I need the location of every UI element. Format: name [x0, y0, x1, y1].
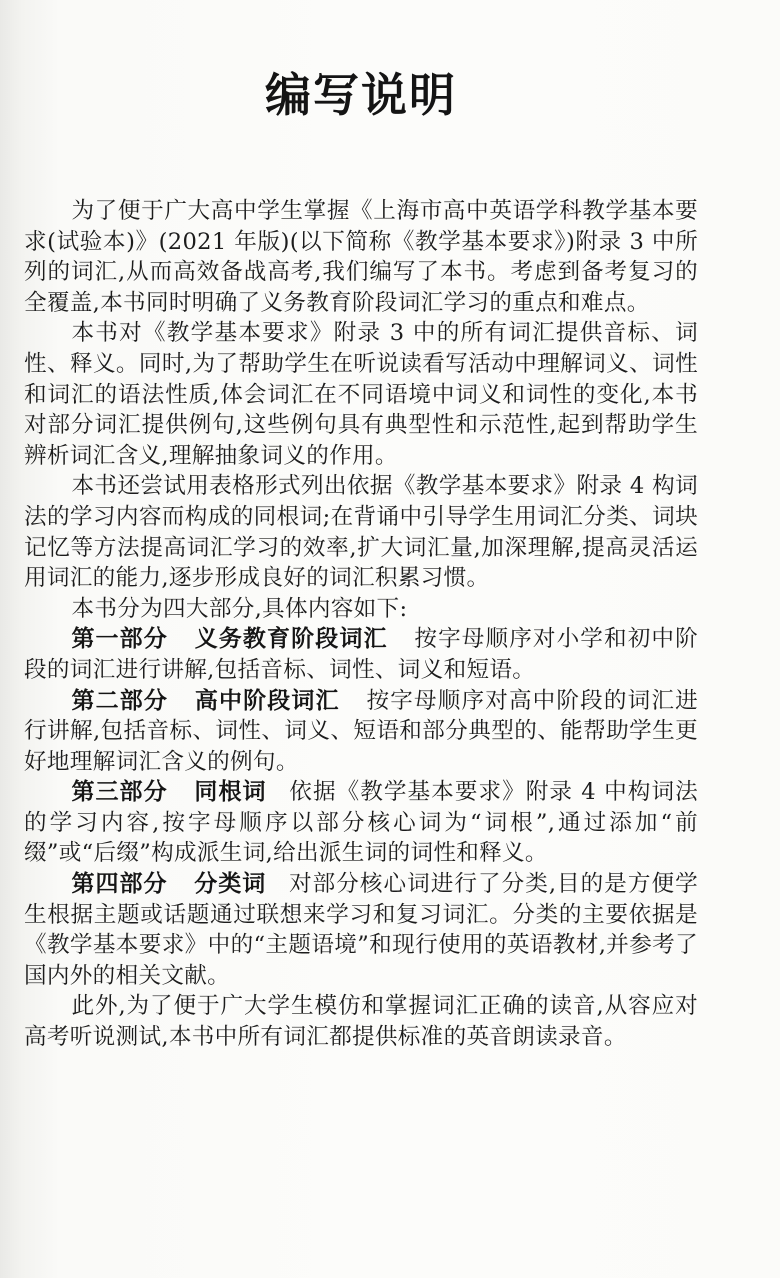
part-4-entry: [24, 869, 698, 991]
part-3-label: 第三部分: [71, 779, 168, 806]
preface-body: [24, 196, 698, 1053]
part-4-description: 对部分核心词进行了分类,目的是方便学生根据主题或话题通过联想来学习和复习词汇。分类的主要依据是《教学基本要求》中的“主题语境”和现行使用的英语教材,并参考了国内外的相关文献。: [24, 871, 698, 989]
part-1-label: 第一部分: [71, 626, 168, 653]
part-1-description: 按字母顺序对小学和初中阶段的词汇进行讲解,包括音标、词性、词义和短语。: [24, 626, 699, 683]
part-2-name: 高中阶段词汇: [194, 687, 340, 714]
paragraph-structure-intro: 本书分为四大部分,具体内容如下:: [71, 595, 408, 622]
part-4-name: 分类词: [193, 871, 267, 898]
paragraph-content-features: 本书对《教学基本要求》附录 3 中的所有词汇提供音标、词性、释义。同时,为了帮助学生在听说读看写活动中理解词义、词性和词汇的语法性质,体会词汇在不同语境中词义和词性的变化,本书对部分词汇提供例句,这些例句具有典型性和示范性,起到帮助学生辨析词汇含义,理解抽象词义的作用。: [24, 320, 698, 469]
part-3-name: 同根词: [193, 779, 267, 806]
part-2-entry: [24, 686, 698, 778]
page-title: 编写说明: [265, 67, 457, 122]
paragraph-closing-audio: 此外,为了便于广大学生模仿和掌握词汇正确的读音,从容应对高考听说测试,本书中所有词汇都提供标准的英音朗读录音。: [24, 993, 698, 1051]
part-4-label: 第四部分: [71, 871, 168, 898]
part-3-description: 依据《教学基本要求》附录 4 中构词法的学习内容,按字母顺序以部分核心词为“词根”,通过添加“前缀”或“后缀”构成派生词,给出派生词的词性和释义。: [24, 779, 698, 867]
paragraph-intro: 为了便于广大高中学生掌握《上海市高中英语学科教学基本要求(试验本)》(2021 年版)(以下简称《教学基本要求》)附录 3 中所列的词汇,从而高效备战高考,我们编写了本书。考虑到备考复习的全覆盖,本书同时明确了义务教育阶段词汇学习的重点和难点。: [24, 198, 698, 316]
part-2-description: 按字母顺序对高中阶段的词汇进行讲解,包括音标、词性、词义、短语和部分典型的、能帮助学生更好地理解词汇含义的例句。: [24, 687, 698, 775]
paragraph-cognate-tables: 本书还尝试用表格形式列出依据《教学基本要求》附录 4 构词法的学习内容而构成的同根词;在背诵中引导学生用词汇分类、词块记忆等方法提高词汇学习的效率,扩大词汇量,加深理解,提高灵活运用词汇的能力,逐步形成良好的词汇积累习惯。: [24, 473, 698, 592]
part-1-entry: [24, 624, 698, 685]
part-3-entry: [24, 777, 698, 869]
part-1-name: 义务教育阶段词汇: [193, 626, 388, 653]
part-2-label: 第二部分: [71, 687, 169, 714]
